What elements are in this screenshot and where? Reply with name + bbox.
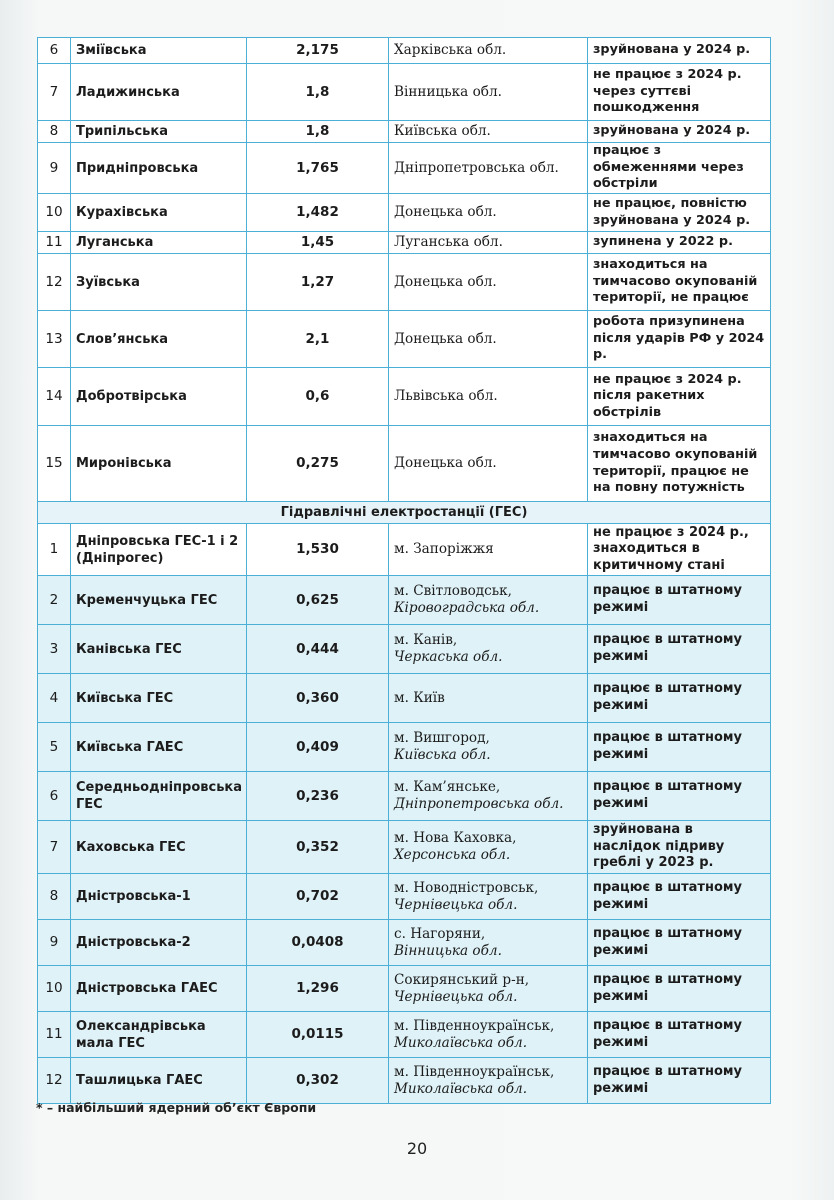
plant-capacity: 0,360 — [247, 674, 389, 723]
plant-region — [389, 821, 588, 874]
plant-capacity: 0,702 — [247, 874, 389, 920]
page-number: 20 — [406, 1139, 428, 1158]
row-number: 1 — [38, 524, 71, 576]
plant-region — [389, 920, 588, 966]
plant-status: працює з обмеженнями через обстріли — [588, 143, 771, 194]
table-row — [38, 38, 771, 64]
plant-region — [389, 723, 588, 772]
region-city: Сокирянський р-н, — [394, 971, 530, 988]
table-row — [38, 194, 771, 232]
plant-status: працює в штатному режимі — [588, 1012, 771, 1058]
plant-capacity: 2,1 — [247, 311, 389, 368]
plant-region — [389, 524, 588, 576]
plant-region — [389, 1012, 588, 1058]
plant-region: Дніпропетровська обл. — [389, 143, 588, 194]
row-number: 4 — [38, 674, 71, 723]
table-row — [38, 821, 771, 874]
plant-name: Миронівська — [71, 426, 247, 502]
plant-status: працює в штатному режимі — [588, 625, 771, 674]
region-city: м. Світловодськ, — [394, 583, 512, 600]
row-number: 10 — [38, 966, 71, 1012]
table-row — [38, 576, 771, 625]
region-city: м. Кам’янське, — [394, 779, 501, 796]
plant-name: Середньодніпровська ГЕС — [71, 772, 247, 821]
plant-status: знаходиться на тимчасово окупованій території, не працює — [588, 254, 771, 311]
row-number: 6 — [38, 38, 71, 64]
plant-name: Ташлицька ГАЕС — [71, 1058, 247, 1104]
plant-capacity: 0,275 — [247, 426, 389, 502]
table-row — [38, 625, 771, 674]
row-number: 7 — [38, 64, 71, 121]
plant-status: зупинена у 2022 р. — [588, 232, 771, 254]
plant-region: Донецька обл. — [389, 194, 588, 232]
plant-capacity: 0,0408 — [247, 920, 389, 966]
plant-capacity: 0,302 — [247, 1058, 389, 1104]
row-number: 13 — [38, 311, 71, 368]
plant-name: Канівська ГЕС — [71, 625, 247, 674]
plant-capacity: 1,765 — [247, 143, 389, 194]
table-row — [38, 674, 771, 723]
plant-capacity: 1,45 — [247, 232, 389, 254]
plant-name: Трипільська — [71, 121, 247, 143]
table-row — [38, 254, 771, 311]
plant-status: не працює з 2024 р., знаходиться в критичному стані — [588, 524, 771, 576]
plant-region: Донецька обл. — [389, 311, 588, 368]
row-number: 8 — [38, 121, 71, 143]
plant-capacity: 1,27 — [247, 254, 389, 311]
row-number: 12 — [38, 254, 71, 311]
row-number: 7 — [38, 821, 71, 874]
row-number: 11 — [38, 1012, 71, 1058]
plant-name: Зміївська — [71, 38, 247, 64]
plant-name: Каховська ГЕС — [71, 821, 247, 874]
plant-status: працює в штатному режимі — [588, 772, 771, 821]
region-oblast: Кіровоградська обл. — [394, 600, 540, 617]
table-row — [38, 524, 771, 576]
table-row — [38, 64, 771, 121]
section-title: Гідравлічні електростанції (ГЕС) — [38, 502, 771, 524]
plant-status: не працює з 2024 р. через суттєві пошкодження — [588, 64, 771, 121]
plant-name: Олександрівська мала ГЕС — [71, 1012, 247, 1058]
table-row — [38, 1012, 771, 1058]
region-oblast: Чернівецька обл. — [394, 988, 518, 1005]
region-city: м. Новодністровськ, — [394, 879, 539, 896]
plant-capacity: 1,8 — [247, 121, 389, 143]
plant-region: Київська обл. — [389, 121, 588, 143]
plant-region — [389, 576, 588, 625]
table-row — [38, 311, 771, 368]
table-row — [38, 121, 771, 143]
power-plants-table — [37, 37, 771, 1104]
region-city: м. Південноукраїнськ, — [394, 1017, 555, 1034]
table-row — [38, 966, 771, 1012]
region-oblast: Херсонська обл. — [394, 847, 511, 864]
region-oblast: Чернівецька обл. — [394, 896, 518, 913]
table-row — [38, 1058, 771, 1104]
plant-name: Київська ГЕС — [71, 674, 247, 723]
plant-name: Придніпровська — [71, 143, 247, 194]
region-oblast: Черкаська обл. — [394, 649, 503, 666]
plant-capacity: 1,296 — [247, 966, 389, 1012]
row-number: 3 — [38, 625, 71, 674]
plant-status: не працює, повністю зруйнована у 2024 р. — [588, 194, 771, 232]
region-oblast: Дніпропетровська обл. — [394, 796, 564, 813]
table-row — [38, 143, 771, 194]
table-row — [38, 874, 771, 920]
region-city: м. Південноукраїнськ, — [394, 1063, 555, 1080]
plant-name: Кременчуцька ГЕС — [71, 576, 247, 625]
row-number: 14 — [38, 368, 71, 426]
plant-status: працює в штатному режимі — [588, 874, 771, 920]
table-row — [38, 723, 771, 772]
plant-status: працює в штатному режимі — [588, 966, 771, 1012]
plant-name: Дністровська-1 — [71, 874, 247, 920]
plant-status: знаходиться на тимчасово окупованій території, працює не на повну потужність — [588, 426, 771, 502]
plant-name: Дністровська-2 — [71, 920, 247, 966]
plant-region: Харківська обл. — [389, 38, 588, 64]
region-city: м. Нова Каховка, — [394, 830, 517, 847]
footnote: * – найбільший ядерний об’єкт Європи — [36, 1100, 317, 1115]
row-number: 9 — [38, 143, 71, 194]
plant-name: Слов’янська — [71, 311, 247, 368]
plant-name: Дніпровська ГЕС-1 і 2 (Дніпрогес) — [71, 524, 247, 576]
region-city: с. Нагоряни, — [394, 925, 486, 942]
plant-region — [389, 966, 588, 1012]
row-number: 2 — [38, 576, 71, 625]
region-city: м. Вишгород, — [394, 730, 490, 747]
plant-capacity: 0,444 — [247, 625, 389, 674]
plant-status: працює в штатному режимі — [588, 576, 771, 625]
row-number: 11 — [38, 232, 71, 254]
row-number: 6 — [38, 772, 71, 821]
plant-name: Зуївська — [71, 254, 247, 311]
plant-region — [389, 674, 588, 723]
plant-capacity: 0,236 — [247, 772, 389, 821]
plant-status: працює в штатному режимі — [588, 920, 771, 966]
plant-name: Луганська — [71, 232, 247, 254]
row-number: 8 — [38, 874, 71, 920]
plant-status: працює в штатному режимі — [588, 723, 771, 772]
plant-region: Вінницька обл. — [389, 64, 588, 121]
plant-capacity: 0,0115 — [247, 1012, 389, 1058]
region-city: м. Канів, — [394, 632, 458, 649]
row-number: 10 — [38, 194, 71, 232]
row-number: 15 — [38, 426, 71, 502]
region-city: м. Запоріжжя — [394, 541, 494, 558]
plant-status: працює в штатному режимі — [588, 674, 771, 723]
plant-region — [389, 1058, 588, 1104]
plant-status: працює в штатному режимі — [588, 1058, 771, 1104]
plant-capacity: 1,530 — [247, 524, 389, 576]
plant-status: не працює з 2024 р. після ракетних обстрілів — [588, 368, 771, 426]
plant-region: Луганська обл. — [389, 232, 588, 254]
plant-region: Донецька обл. — [389, 254, 588, 311]
plant-region — [389, 874, 588, 920]
row-number: 5 — [38, 723, 71, 772]
plant-capacity: 1,482 — [247, 194, 389, 232]
table-row — [38, 426, 771, 502]
plant-name: Ладижинська — [71, 64, 247, 121]
plant-name: Дністровська ГАЕС — [71, 966, 247, 1012]
region-oblast: Вінницька обл. — [394, 942, 502, 959]
plant-name: Добротвірська — [71, 368, 247, 426]
plant-capacity: 2,175 — [247, 38, 389, 64]
region-oblast: Київська обл. — [394, 747, 491, 764]
region-oblast: Миколаївська обл. — [394, 1080, 528, 1097]
plant-capacity: 0,409 — [247, 723, 389, 772]
plant-status: зруйнована в наслідок підриву греблі у 2023 р. — [588, 821, 771, 874]
plant-status: зруйнована у 2024 р. — [588, 38, 771, 64]
plant-status: робота призупинена після ударів РФ у 2024 р. — [588, 311, 771, 368]
region-city: м. Київ — [394, 689, 445, 706]
table-row — [38, 772, 771, 821]
plant-region: Донецька обл. — [389, 426, 588, 502]
plant-capacity: 0,625 — [247, 576, 389, 625]
plant-capacity: 1,8 — [247, 64, 389, 121]
table-row — [38, 232, 771, 254]
plant-capacity: 0,6 — [247, 368, 389, 426]
row-number: 12 — [38, 1058, 71, 1104]
plant-capacity: 0,352 — [247, 821, 389, 874]
table-row — [38, 920, 771, 966]
plant-status: зруйнована у 2024 р. — [588, 121, 771, 143]
plant-name: Курахівська — [71, 194, 247, 232]
table-row — [38, 368, 771, 426]
plant-region: Львівська обл. — [389, 368, 588, 426]
plant-region — [389, 772, 588, 821]
section-header — [38, 502, 771, 524]
region-oblast: Миколаївська обл. — [394, 1034, 528, 1051]
plant-name: Київська ГАЕС — [71, 723, 247, 772]
row-number: 9 — [38, 920, 71, 966]
plant-region — [389, 625, 588, 674]
